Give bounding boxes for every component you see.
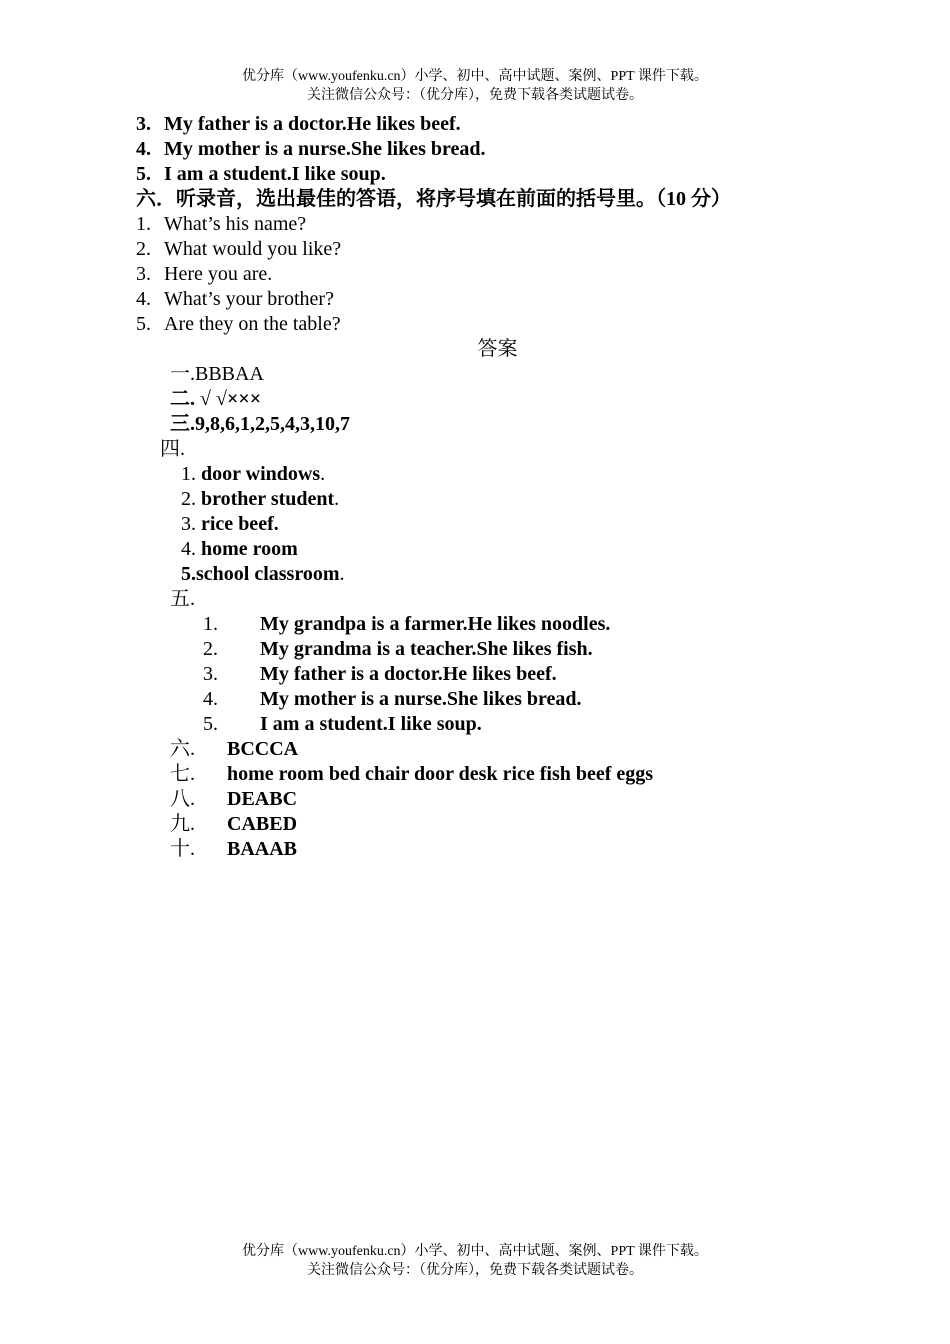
question-number: 2. (136, 238, 151, 260)
list-item (136, 137, 486, 162)
answer-5-item (203, 637, 593, 662)
answer-5-text: My grandpa is a farmer.He likes noodles. (260, 613, 611, 635)
answer-4-item (181, 562, 345, 587)
answer-5-number: 5. (203, 713, 218, 735)
answer-2: 二. √ √××× (170, 388, 262, 410)
answer-4-text: brother student (201, 488, 335, 510)
answers-title: 答案 (477, 338, 518, 360)
list-item (136, 112, 461, 137)
answer-5-text: My father is a doctor.He likes beef. (260, 663, 557, 685)
answer-label: 六. (170, 738, 195, 760)
answer-1: 一.BBBAA (170, 363, 264, 385)
question-number: 5. (136, 313, 151, 335)
answer-label: 九. (170, 813, 195, 835)
answer-7 (170, 762, 653, 787)
footer-line-1: 优分库（www.youfenku.cn）小学、初中、高中试题、案例、PPT 课件下载。 (242, 1244, 708, 1259)
answer-6 (170, 737, 298, 762)
answer-4-number: 2. (181, 488, 196, 510)
answer-text: BAAAB (227, 838, 298, 860)
question-item (136, 312, 341, 337)
question-item (136, 212, 306, 237)
answer-4-tail: . (334, 488, 340, 510)
list-item (136, 162, 386, 187)
answer-text: home room bed chair door desk rice fish beef eggs (227, 763, 654, 785)
answer-5-item (203, 712, 482, 737)
answer-5-item (203, 687, 582, 712)
answer-9 (170, 812, 297, 837)
list-item-number: 4. (136, 138, 151, 160)
list-item-number: 3. (136, 113, 151, 135)
answer-4-number: 3. (181, 513, 196, 535)
answer-4-number: 5. (181, 563, 196, 585)
question-text: Here you are. (164, 263, 273, 285)
question-text: Are they on the table? (164, 313, 341, 335)
answer-4-tail: . (320, 463, 326, 485)
answer-4-tail: . (339, 563, 345, 585)
header-line-2: 关注微信公众号：（优分库），免费下载各类试题试卷。 (307, 88, 643, 103)
answer-text: DEABC (227, 788, 298, 810)
page-footer (0, 1242, 950, 1280)
answer-4-text: school classroom (196, 563, 340, 585)
answer-4-item (181, 462, 325, 487)
question-text: What’s his name? (164, 213, 307, 235)
answer-label: 八. (170, 788, 195, 810)
answer-4-label: 四. (160, 438, 185, 460)
question-text: What would you like? (164, 238, 342, 260)
answer-5-number: 3. (203, 663, 218, 685)
question-number: 3. (136, 263, 151, 285)
answer-label: 十. (170, 838, 195, 860)
answer-10 (170, 837, 297, 862)
answer-5-number: 2. (203, 638, 218, 660)
answer-5-text: I am a student.I like soup. (260, 713, 482, 735)
answer-5-label: 五. (170, 588, 195, 610)
question-text: What’s your brother? (164, 288, 334, 310)
header-line-1: 优分库（www.youfenku.cn）小学、初中、高中试题、案例、PPT 课件下载。 (242, 69, 708, 84)
answer-5-item (203, 612, 610, 637)
answer-text: CABED (227, 813, 298, 835)
answer-4-number: 4. (181, 538, 196, 560)
answer-5-text: My grandma is a teacher.She likes fish. (260, 638, 593, 660)
answer-4-text: home room (201, 538, 298, 560)
question-number: 4. (136, 288, 151, 310)
answer-5-number: 1. (203, 613, 218, 635)
answer-4-item (181, 512, 279, 537)
list-item-number: 5. (136, 163, 151, 185)
answer-5-item (203, 662, 557, 687)
question-item (136, 237, 341, 262)
footer-line-2: 关注微信公众号：（优分库），免费下载各类试题试卷。 (307, 1263, 643, 1278)
answer-4-text: door windows (201, 463, 321, 485)
answer-5-number: 4. (203, 688, 218, 710)
answer-4-text: rice beef. (201, 513, 279, 535)
answer-label: 七. (170, 763, 195, 785)
question-item (136, 287, 334, 312)
list-item-text: My father is a doctor.He likes beef. (164, 113, 461, 135)
answer-3: 三.9,8,6,1,2,5,4,3,10,7 (170, 413, 350, 435)
question-item (136, 262, 272, 287)
answer-4-number: 1. (181, 463, 196, 485)
answer-text: BCCCA (227, 738, 299, 760)
section-title: 六．听录音，选出最佳的答语，将序号填在前面的括号里。（10 分） (136, 188, 731, 210)
answer-8 (170, 787, 297, 812)
answer-5-text: My mother is a nurse.She likes bread. (260, 688, 582, 710)
page-header (0, 67, 950, 105)
answer-4-item (181, 537, 298, 562)
list-item-text: My mother is a nurse.She likes bread. (164, 138, 486, 160)
list-item-text: I am a student.I like soup. (164, 163, 386, 185)
question-number: 1. (136, 213, 151, 235)
answer-4-item (181, 487, 339, 512)
